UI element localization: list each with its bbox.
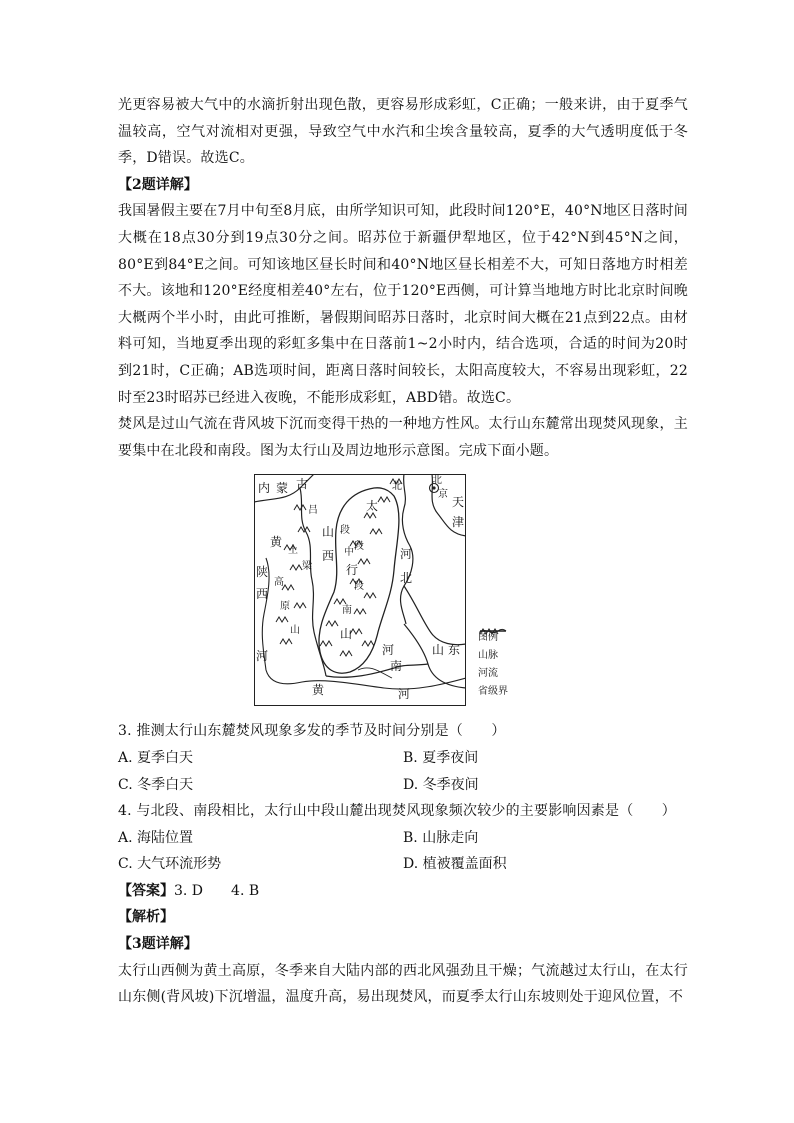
map-label: 南	[342, 605, 352, 617]
map-label: 山	[340, 627, 353, 642]
question-4-stem: 4. 与北段、南段相比，太行山中段山麓出现焚风现象频次较少的主要影响因素是（ ）	[118, 803, 677, 820]
option-a: A. 夏季白天	[118, 749, 194, 766]
map-label: 高	[274, 577, 284, 589]
map-label: 古	[296, 477, 309, 492]
map-label: 黄	[312, 683, 325, 698]
q3-detail-paragraph: 太行山西侧为黄土高原，冬季来自大陆内部的西北风强劲且干燥；气流越过太行山，在太行山东侧(背风坡)下沉增温，温度升高，易出现焚风，而夏季太行山东坡则处于迎风位置，不	[118, 962, 688, 1006]
map-label: 津	[452, 515, 465, 530]
map-label: 西	[322, 549, 335, 564]
map-label: 西	[256, 587, 269, 602]
map-label: 东	[448, 643, 461, 658]
map-label: 北	[392, 481, 402, 493]
q3-detail-heading: 【3题详解】	[118, 936, 198, 953]
intro-paragraph: 光更容易被大气中的水滴折射出现色散，更容易形成彩虹，C正确；一般来讲，由于夏季气温较高，空气对流相对更强，导致空气中水汽和尘埃含量较高，夏季的大气透明度低于冬季，D错误。故选C。	[118, 97, 688, 167]
legend-item-river: 河流	[478, 662, 508, 680]
document-page	[118, 92, 688, 1011]
question-4-options	[118, 825, 688, 878]
option-a: A. 海陆位置	[118, 829, 194, 846]
border-legend-icon	[478, 626, 508, 636]
map-label: 中	[344, 547, 354, 559]
map-label: 天	[452, 495, 465, 510]
answer-text: 3. D 4. B	[174, 882, 260, 899]
map-label: 河	[400, 547, 413, 562]
option-b: B. 夏季夜间	[403, 749, 479, 766]
map-label: 京	[438, 489, 448, 501]
map-label: 黄	[270, 535, 283, 550]
map-label: 行	[346, 563, 359, 578]
map-label: 原	[280, 601, 290, 613]
option-d: D. 植被覆盖面积	[403, 856, 507, 873]
map-label: 段	[340, 525, 350, 537]
answer-line	[118, 878, 688, 905]
map-label: 内	[258, 481, 271, 496]
option-c: C. 大气环流形势	[118, 856, 222, 873]
legend-title: 图例	[478, 631, 498, 643]
map-label: 河	[382, 643, 395, 658]
map-label: 北	[432, 475, 442, 487]
map-legend	[478, 626, 508, 698]
legend-item-mountain: 山脉	[478, 644, 508, 662]
map-label: 段	[354, 581, 364, 593]
taihang-map-figure	[254, 474, 554, 708]
map-label: 山	[290, 625, 300, 637]
map-label: 北	[400, 571, 413, 586]
legend-item-border: 省级界	[478, 680, 508, 698]
map-label: 段	[354, 541, 364, 553]
option-c: C. 冬季白天	[118, 776, 194, 793]
question-3-options	[118, 745, 688, 798]
option-d: D. 冬季夜间	[403, 776, 479, 793]
map-label: 蒙	[276, 481, 289, 496]
analysis-heading: 【解析】	[118, 909, 174, 926]
map-label: 陕	[256, 565, 269, 580]
option-b: B. 山脉走向	[403, 829, 479, 846]
question-3-stem: 3. 推测太行山东麓焚风现象多发的季节及时间分别是（ ）	[118, 723, 506, 740]
map-label: 梁	[302, 561, 312, 573]
map-label: 河	[398, 687, 411, 702]
map-label: 河	[256, 649, 269, 664]
map-label: 土	[288, 545, 298, 557]
map-label: 山	[322, 525, 335, 540]
map-label: 南	[390, 659, 403, 674]
material-paragraph: 焚风是过山气流在背风坡下沉而变得干热的一种地方性风。太行山东麓常出现焚风现象，主要集中在北段和南段。图为太行山及周边地形示意图。完成下面小题。	[118, 416, 688, 459]
q2-detail-paragraph: 我国暑假主要在7月中旬至8月底，由所学知识可知，此段时间120°E，40°N地区日落时间大概在18点30分到19点30分之间。昭苏位于新疆伊犁地区，位于42°N到45°N之间，80°E到84°E之间。可知该地区昼长时间和40°N地区昼长相差不大，可知日落地方时相差不大。该地和120°E经度相差40°左右，位于120°E西侧，可计算当地地方时比北京时间晚大概两个半小时，由此可推断，暑假期间昭苏日落时，北京时间大概在21点到22点。由材料可知，当地夏季出现的彩虹多集中在日落前1~2小时内，结合选项，合适的时间为20时到21时，C正确；AB选项时间，距离日落时间较长，太阳高度较大，不容易出现彩虹，22时至23时昭苏已经进入夜晚，不能形成彩虹，ABD错。故选C。	[118, 203, 688, 406]
map-label: 太	[366, 499, 379, 514]
answer-label: 【答案】	[118, 882, 174, 899]
map-label: 山	[432, 643, 445, 658]
q2-detail-heading: 【2题详解】	[118, 176, 198, 193]
map-label: 吕	[308, 505, 318, 517]
